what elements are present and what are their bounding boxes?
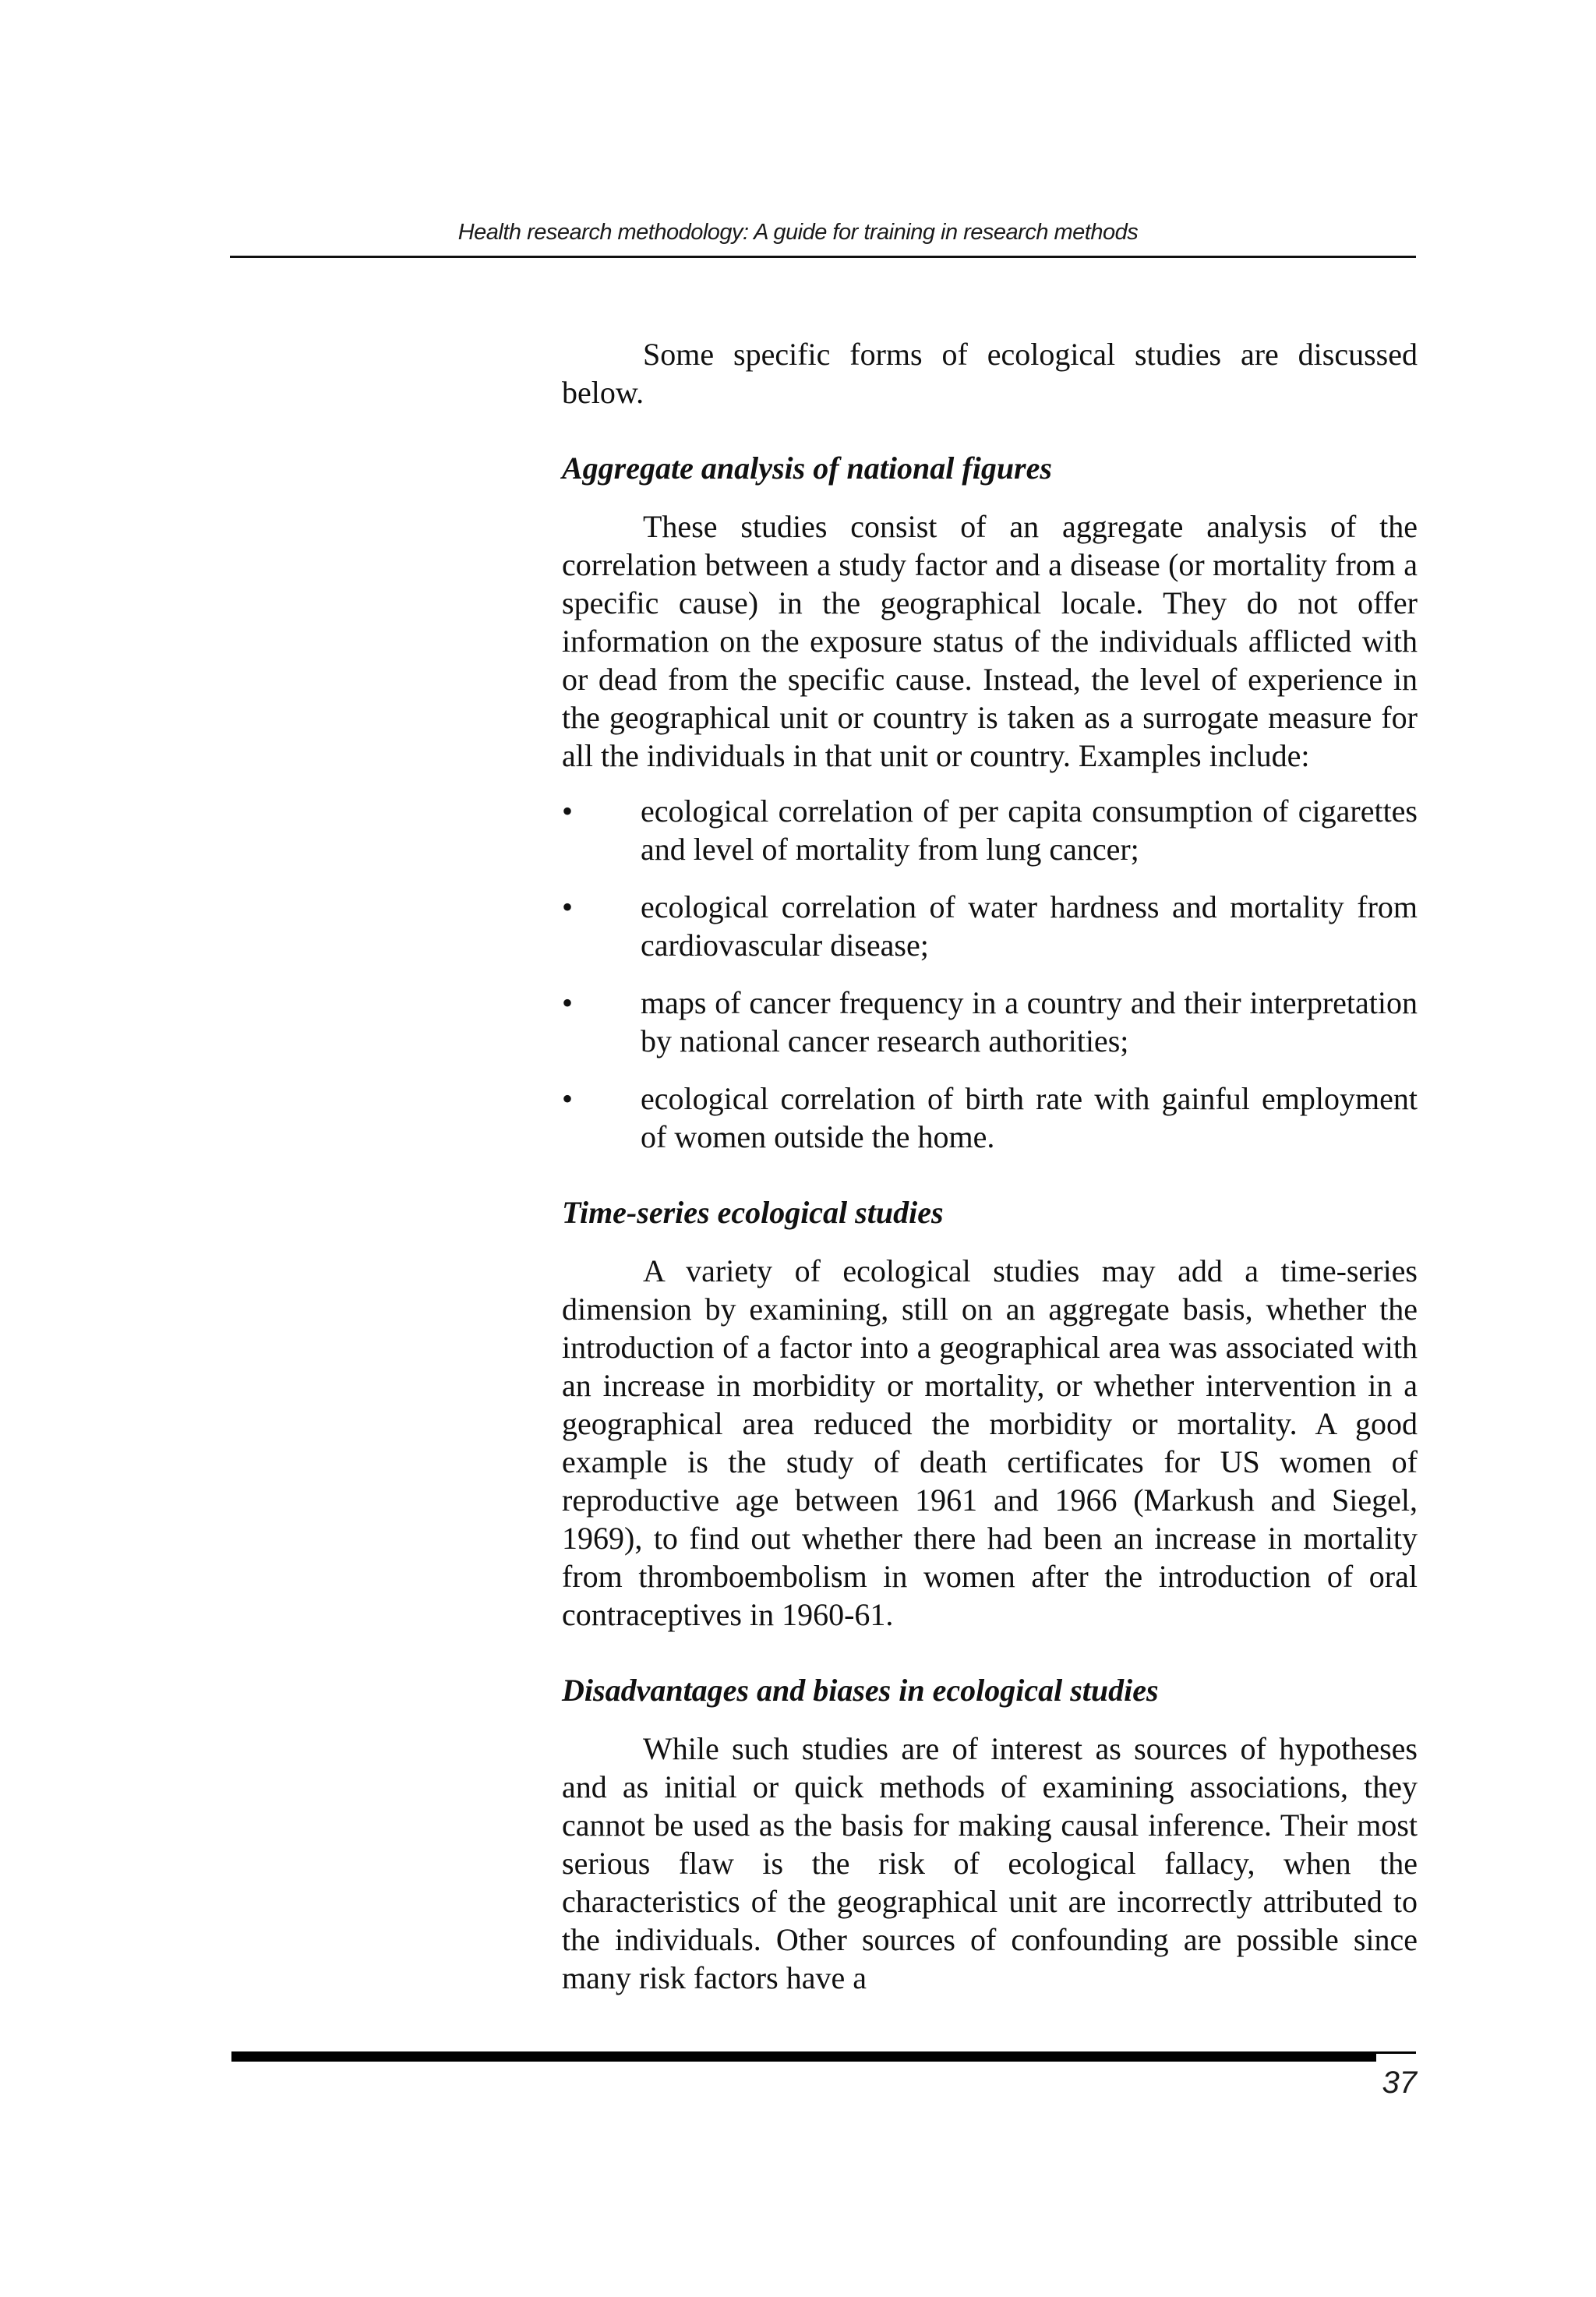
list-item-text: ecological correlation of water hardness and mortality from cardiovascular disease; — [641, 889, 1418, 963]
footer-rule — [231, 2051, 1376, 2062]
footer-rule-extension — [1376, 2051, 1416, 2054]
list-item-text: ecological correlation of birth rate with gainful employment of women outside the home. — [641, 1081, 1418, 1154]
examples-list — [562, 792, 1418, 1156]
section-heading-time-series: Time-series ecological studies — [562, 1195, 944, 1230]
list-item — [562, 888, 1418, 964]
bullet-icon: • — [562, 1081, 574, 1116]
intro-paragraph: Some specific forms of ecological studies are discussed below. — [562, 337, 1418, 410]
bullet-icon: • — [562, 793, 574, 829]
bullet-icon: • — [562, 889, 574, 924]
page-number: 37 — [1382, 2066, 1417, 2100]
header-rule — [230, 256, 1416, 258]
list-item — [562, 792, 1418, 868]
list-item — [562, 984, 1418, 1060]
aggregate-paragraph: These studies consist of an aggregate analysis of the correlation between a study factor and a disease (or mortality from a specific cause) in the geographical locale. They do not offer information on the exposure status of the individuals afflicted with or dead from the specific cause. Instead, the level of experience in the geographical unit or country is taken as a surrogate measure for all the individuals in that unit or country. Examples include: — [562, 509, 1418, 773]
section-heading-aggregate: Aggregate analysis of national figures — [562, 451, 1052, 486]
page-body — [562, 335, 1418, 1997]
bullet-icon: • — [562, 985, 574, 1020]
list-item — [562, 1080, 1418, 1156]
list-item-text: ecological correlation of per capita consumption of cigarettes and level of mortality from lung cancer; — [641, 793, 1418, 867]
time-series-paragraph: A variety of ecological studies may add a time-series dimension by examining, still on an aggregate basis, whether the introduction of a factor into a geographical area was associated with an increase in morbidity or mortality, or whether intervention in a geographical area reduced the morbidity or mortality. A good example is the study of death certificates for US women of reproductive age between 1961 and 1966 (Markush and Siegel, 1969), to find out whether there had been an increase in mortality from thromboembolism in women after the introduction of oral contraceptives in 1960-61. — [562, 1253, 1418, 1632]
running-header: Health research methodology: A guide for training in research methods — [457, 220, 1139, 245]
disadvantages-paragraph: While such studies are of interest as sources of hypotheses and as initial or quick methods of examining associations, they cannot be used as the basis for making causal inference. Their most serious flaw is the risk of ecological fallacy, when the characteristics of the geographical unit are incorrectly attributed to the individuals. Other sources of confounding are possible since many risk factors have a — [562, 1731, 1418, 1995]
list-item-text: maps of cancer frequency in a country and their interpretation by national cancer research authorities; — [641, 985, 1418, 1058]
section-heading-disadvantages: Disadvantages and biases in ecological studies — [562, 1673, 1159, 1708]
